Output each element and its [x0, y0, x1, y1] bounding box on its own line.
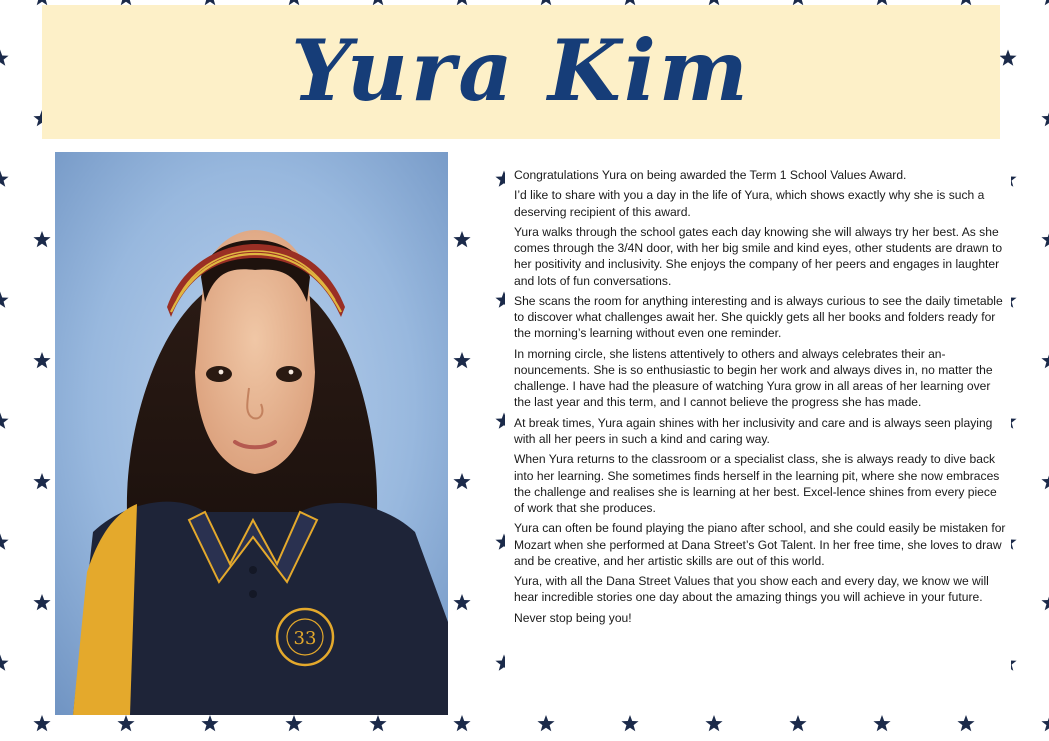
- star-icon: [117, 715, 134, 731]
- star-icon: [33, 231, 50, 247]
- eye-highlight: [289, 370, 294, 375]
- letter-paragraph: Yura, with all the Dana Street Values that you show each and every day, we know we will hear incredible stories one day about the amazing things you will achieve in your future.: [514, 574, 989, 605]
- star-icon: [33, 473, 50, 489]
- star-icon: [0, 50, 9, 66]
- star-icon: [1041, 715, 1049, 731]
- star-icon: [1041, 110, 1049, 126]
- star-icon: [453, 473, 470, 489]
- award-letter: [505, 163, 1011, 671]
- star-icon: [201, 715, 218, 731]
- star-icon: [1041, 473, 1049, 489]
- letter-paragraph: Yura walks through the school gates each day knowing she will always try her best. As she comes through the 3/4N door, with her big smile and kind eyes, other students are drawn to her positivity and inclusivity. She enjoys the company of her peers and engages in laughter and lots of fun conversations.: [514, 224, 1003, 288]
- star-icon: [789, 715, 806, 731]
- star-icon: [621, 715, 638, 731]
- star-icon: [453, 352, 470, 368]
- letter-paragraph: She scans the room for anything interesting and is always curious to see the daily timetable to discover what challenges await her. She quickly gets all her books and folders ready for the morning’s learning without even one reminder.: [514, 293, 1003, 341]
- star-icon: [285, 715, 302, 731]
- star-icon: [453, 594, 470, 610]
- collar-button: [249, 566, 257, 574]
- star-icon: [957, 715, 974, 731]
- star-icon: [0, 292, 9, 308]
- collar-button: [249, 590, 257, 598]
- star-icon: [1041, 0, 1049, 5]
- letter-paragraph: At break times, Yura again shines with her inclusivity and care and is always seen playing with all her peers in such a kind and caring way.: [514, 415, 993, 446]
- star-icon: [1041, 231, 1049, 247]
- star-icon: [33, 715, 50, 731]
- star-icon: [999, 50, 1016, 66]
- letter-paragraph: I’d like to share with you a day in the life of Yura, which shows exactly why she is such a deserving recipient of this award.: [514, 188, 985, 219]
- star-icon: [873, 715, 890, 731]
- student-portrait: [55, 152, 448, 715]
- star-icon: [1041, 594, 1049, 610]
- letter-paragraph: In morning circle, she listens attentively to others and always celebrates their an-nouncements. She is so enthusiastic to begin her work and always dives in, no matter the challenge. I have had the pleasure of watching Yura grow in all areas of her learning over the last year and this term, and I cannot believe the progress she has made.: [514, 346, 993, 410]
- letter-paragraph: Congratulations Yura on being awarded the Term 1 School Values Award.: [514, 168, 907, 182]
- star-icon: [705, 715, 722, 731]
- left-eye: [206, 366, 232, 382]
- eye-highlight: [219, 370, 224, 375]
- letter-sign-off: Never stop being you!: [514, 610, 632, 625]
- letter-paragraph: Yura can often be found playing the piano after school, and she could easily be mistaken for Mozart when she performed at Dana Street’s Got Talent. In her free time, she loves to draw and be creative, and her artistic skills are out of this world.: [514, 521, 1006, 568]
- star-icon: [33, 594, 50, 610]
- star-icon: [0, 413, 9, 429]
- star-icon: [453, 231, 470, 247]
- student-name-title: Yura Kim: [291, 20, 751, 120]
- right-eye: [276, 366, 302, 382]
- badge-number: 33: [293, 628, 317, 649]
- title-banner: [42, 5, 1000, 139]
- star-icon: [369, 715, 386, 731]
- star-icon: [1041, 352, 1049, 368]
- star-icon: [0, 534, 9, 550]
- star-icon: [537, 715, 554, 731]
- star-icon: [33, 352, 50, 368]
- letter-paragraph: When Yura returns to the classroom or a specialist class, she is always ready to dive back into her learning. She sometimes finds herself in the learning pit, where she now embraces the challenge and realises she is learning at her best. Excel-lence shines from every piece of work that she produces.: [514, 452, 1000, 515]
- star-icon: [0, 171, 9, 187]
- star-icon: [453, 715, 470, 731]
- star-icon: [0, 655, 9, 671]
